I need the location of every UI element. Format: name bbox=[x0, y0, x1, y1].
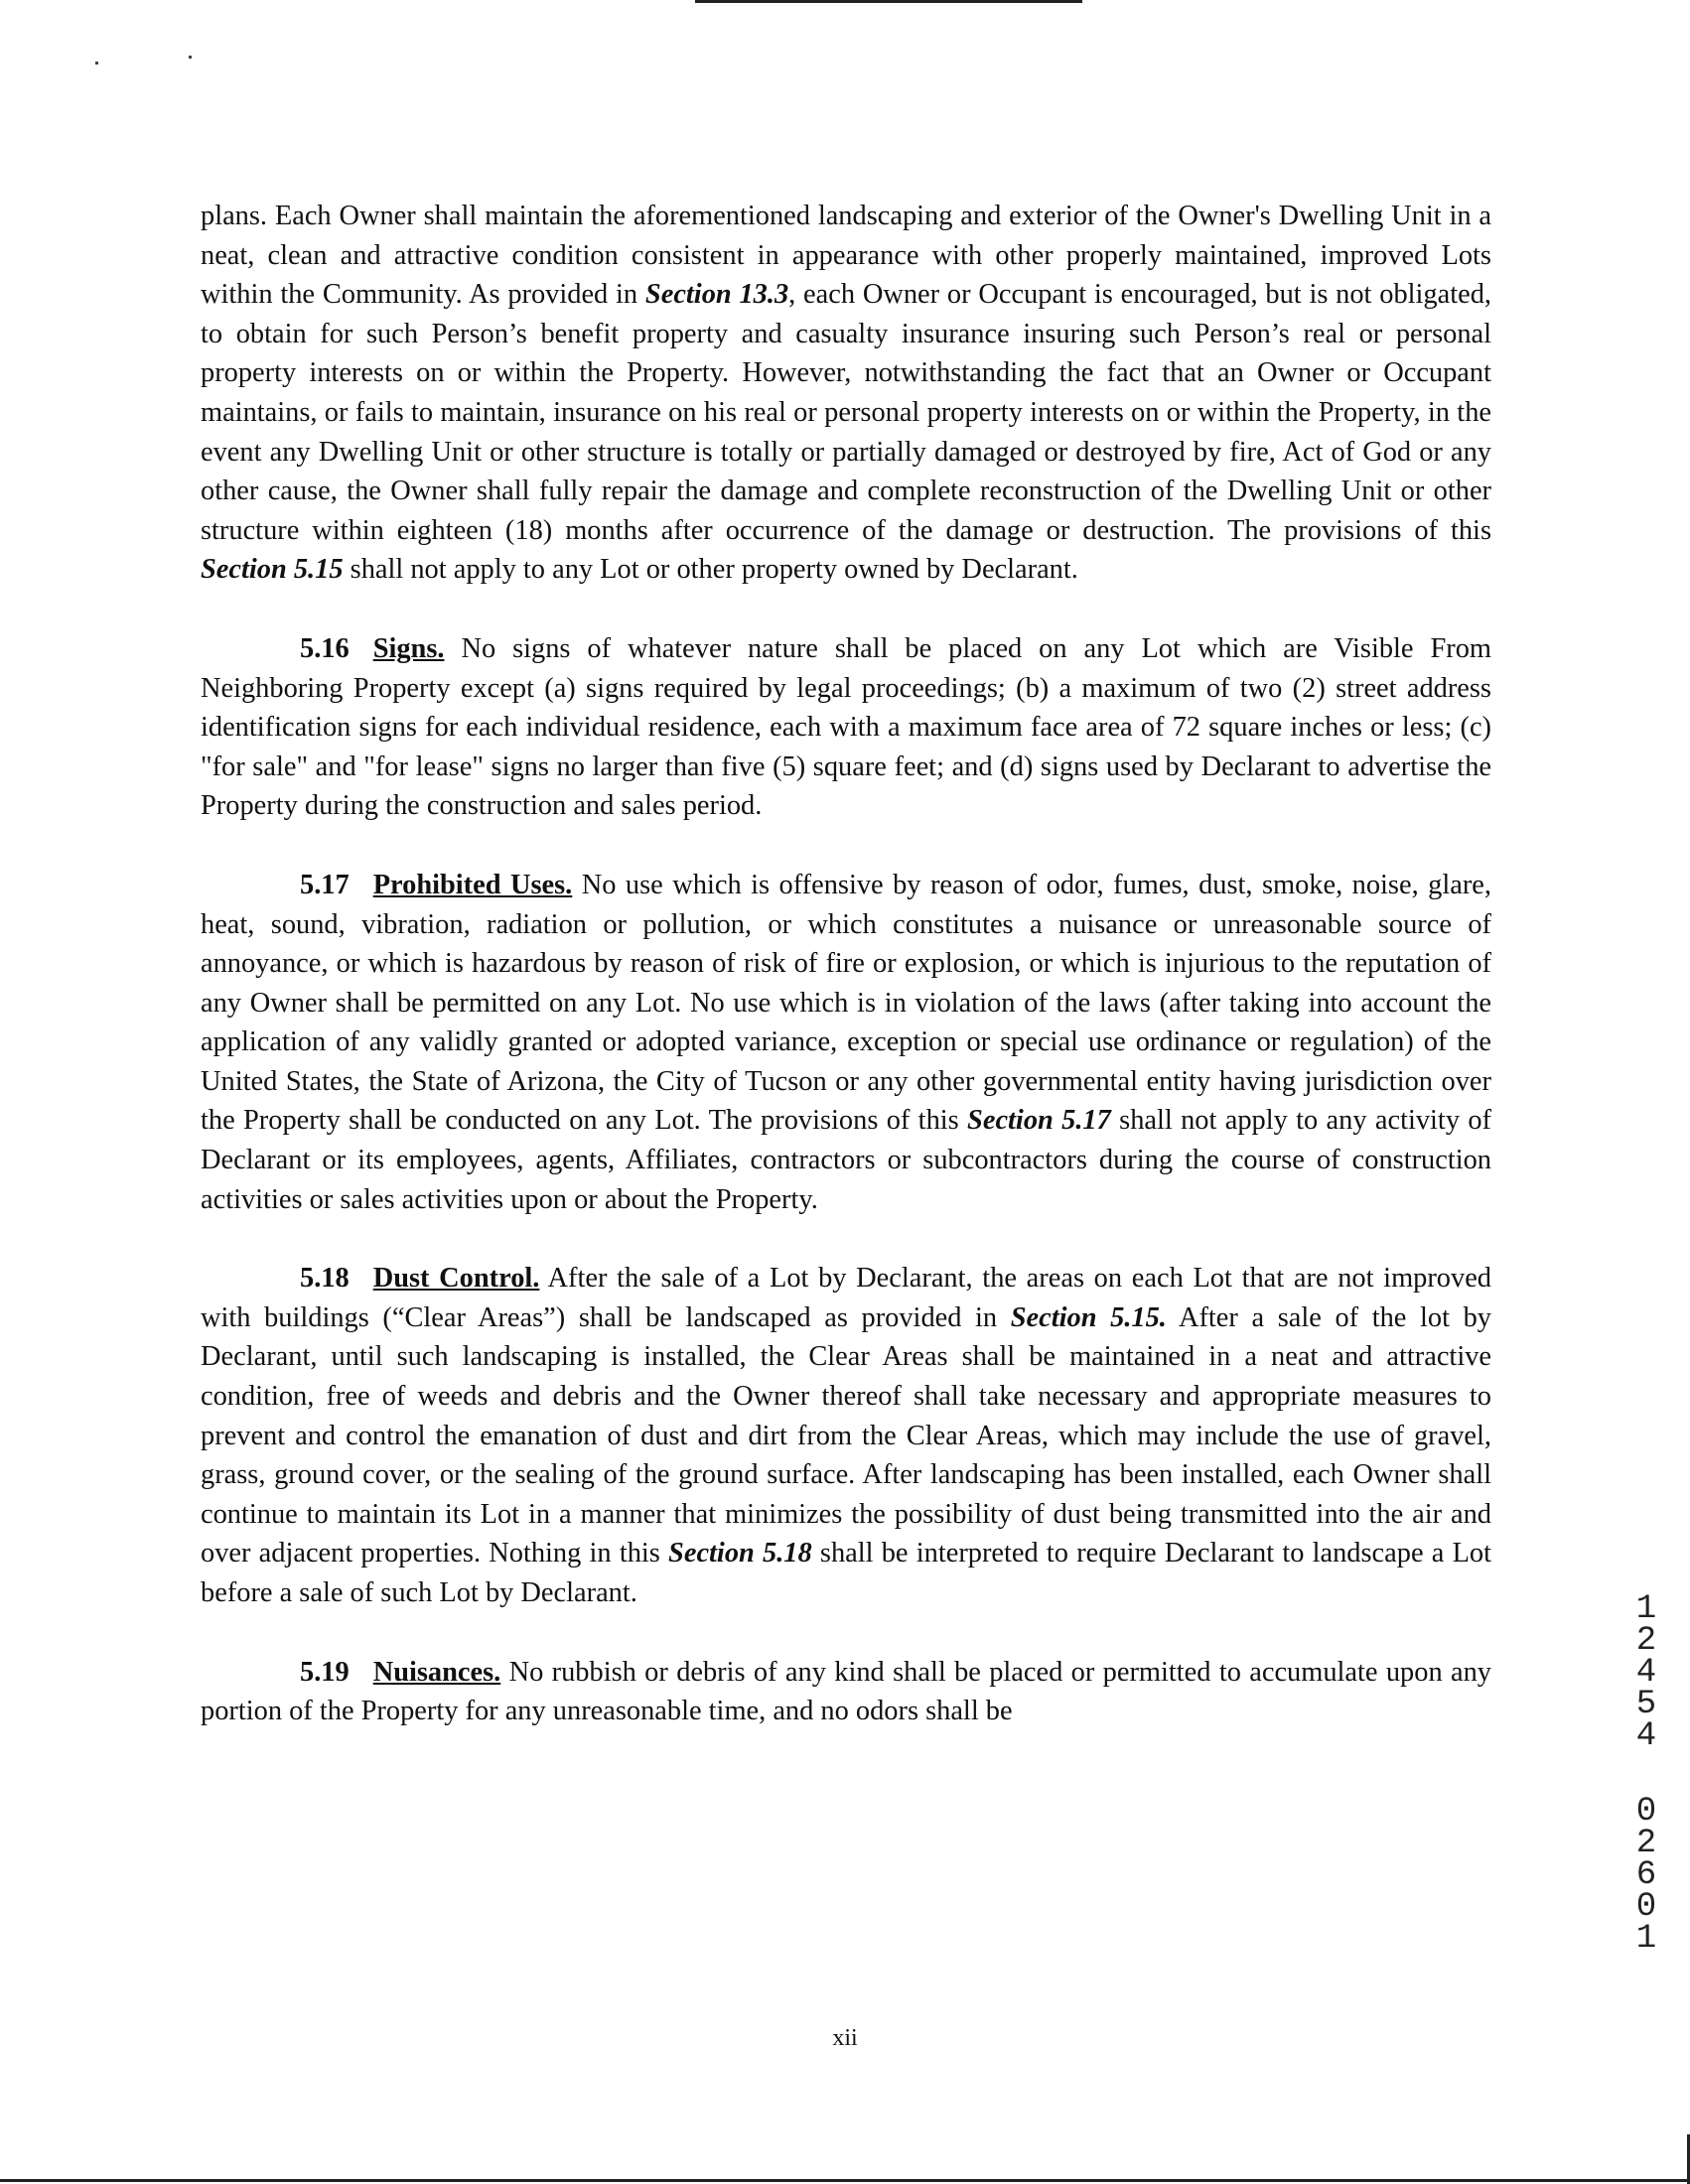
page-border-bottom bbox=[0, 2179, 1690, 2182]
section-heading: Signs. bbox=[372, 632, 445, 664]
scan-speck bbox=[189, 56, 192, 59]
margin-digit: 0 bbox=[1635, 1888, 1657, 1926]
paragraph-text: No signs of whatever nature shall be placed on any Lot which are Visible From Neighboring Property except (a) signs required by legal proceedings; (b) a maximum of two (2) street address identification signs for each individual residence, each with a maximum face area of 72 square inches or less; (c) "for sale" and "for lease" signs no larger than five (5) square feet; and (d) signs used by Declarant to advertise the Property during the construction and sales period. bbox=[201, 632, 1491, 822]
margin-digit: 5 bbox=[1635, 1686, 1657, 1723]
section-heading: Prohibited Uses. bbox=[372, 869, 573, 900]
margin-digit: 2 bbox=[1635, 1825, 1657, 1862]
paragraph-text: , each Owner or Occupant is encouraged, but is not obligated, to obtain for such Person’s benefit property and casualty insurance insuring such Person’s real or personal property interests on or within the Property. However, notwithstanding the fact that an Owner or Occupant maintains, or fails to maintain, insurance on his real or personal property interests on or within the Property, in the event any Dwelling Unit or other structure is totally or partially damaged or destroyed by fire, Act of God or any other cause, the Owner shall fully repair the damage and complete reconstruction of the Dwelling Unit or other structure within eighteen (18) months after occurrence of the damage or destruction. The provisions of this bbox=[201, 279, 1491, 546]
section-5-18 bbox=[201, 1259, 1491, 1612]
recording-margin-number bbox=[1628, 1590, 1664, 1958]
section-reference: Section 5.18 bbox=[668, 1538, 812, 1570]
margin-digit: 4 bbox=[1635, 1654, 1657, 1692]
section-reference: Section 13.3 bbox=[644, 279, 789, 311]
section-number: 5.16 bbox=[300, 632, 350, 664]
margin-digit: 4 bbox=[1635, 1717, 1657, 1755]
paragraph-text: plans. Each Owner shall maintain the aforementioned landscaping and exterior of the Owner's Dwelling Unit in a neat, clean and attractive condition consistent in appearance with other properly maintained, improved Lots within the Community. As provided in bbox=[201, 201, 1491, 311]
paragraph-continuation bbox=[201, 197, 1491, 590]
paragraph-text: shall not apply to any Lot or other property owned by Declarant. bbox=[343, 554, 1078, 586]
section-heading: Dust Control. bbox=[372, 1263, 540, 1295]
paragraph-text: After a sale of the lot by Declarant, until such landscaping is installed, the Clear Areas shall be maintained in a neat and attractive condition, free of weeds and debris and the Owner thereof shall take necessary and appropriate measures to prevent and control the emanation of dust and dirt from the Clear Areas, which may include the use of gravel, grass, ground cover, or the sealing of the ground surface. After landscaping has been installed, each Owner shall continue to maintain its Lot in a manner that minimizes the possibility of dust being transmitted into the air and over adjacent properties. Nothing in this bbox=[201, 1301, 1491, 1570]
section-heading: Nuisances. bbox=[372, 1656, 501, 1688]
paragraph-text: No rubbish or debris of any kind shall be placed or permitted to accumulate upon any portion of the Property for any unreasonable time, and no odors shall be bbox=[201, 1656, 1491, 1727]
margin-digit: 0 bbox=[1635, 1793, 1657, 1831]
section-5-16 bbox=[201, 629, 1491, 826]
paragraph-text: After the sale of a Lot by Declarant, the areas on each Lot that are not improved with buildings (“Clear Areas”) shall be landscaped as provided in bbox=[201, 1263, 1491, 1333]
paragraph-text: shall not apply to any activity of Declarant or its employees, agents, Affiliates, contractors or subcontractors during the course of construction activities or sales activities upon or about the Property. bbox=[201, 1105, 1492, 1215]
section-5-17 bbox=[201, 866, 1491, 1219]
section-number: 5.18 bbox=[300, 1263, 350, 1295]
section-number: 5.19 bbox=[300, 1656, 350, 1688]
margin-gap bbox=[1628, 1752, 1664, 1796]
section-reference: Section 5.17 bbox=[967, 1105, 1111, 1137]
paragraph-text: No use which is offensive by reason of odor, fumes, dust, smoke, noise, glare, heat, sound, vibration, radiation or pollution, or which constitutes a nuisance or unreasonable source of annoyance, or which is hazardous by reason of risk of fire or explosion, or which is injurious to the reputation of any Owner shall be permitted on any Lot. No use which is in violation of the laws (after taking into account the application of any validly granted or adopted variance, exception or special use ordinance or regulation) of the United States, the State of Arizona, the City of Tucson or any other governmental entity having jurisdiction over the Property shall be conducted on any Lot. The provisions of this bbox=[201, 869, 1491, 1137]
margin-digit: 2 bbox=[1635, 1622, 1657, 1660]
document-body bbox=[201, 197, 1491, 1771]
margin-digit: 1 bbox=[1635, 1920, 1657, 1958]
page-number: xii bbox=[832, 2025, 858, 2051]
section-number: 5.17 bbox=[300, 869, 350, 900]
top-scan-rule bbox=[695, 0, 1082, 3]
paragraph-text: shall be interpreted to require Declarant to landscape a Lot before a sale of such Lot by Declarant. bbox=[201, 1538, 1491, 1608]
margin-digit: 6 bbox=[1635, 1856, 1657, 1894]
margin-digit: 1 bbox=[1635, 1590, 1657, 1628]
section-reference: Section 5.15 bbox=[201, 554, 344, 586]
scan-speck bbox=[95, 62, 98, 65]
section-5-19 bbox=[201, 1653, 1491, 1731]
section-reference: Section 5.15. bbox=[1010, 1301, 1167, 1333]
